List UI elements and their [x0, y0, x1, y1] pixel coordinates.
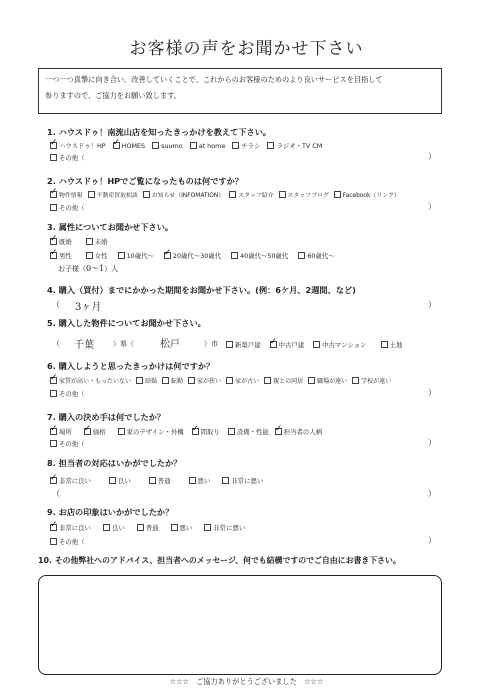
checkbox-icon[interactable]	[109, 477, 116, 484]
checkbox-icon[interactable]	[50, 524, 57, 531]
q3-children: お子様（ 0～1 ）人	[58, 264, 119, 273]
checkbox-icon[interactable]	[50, 142, 57, 149]
checkbox-icon[interactable]	[50, 154, 57, 161]
q9-options	[50, 523, 245, 532]
checkbox-icon[interactable]	[279, 191, 286, 198]
q4-title: 4. 購入（買付）までにかかった期間をお聞かせ下さい。(例：6ケ月、2週間、など)	[47, 285, 356, 295]
checkbox-icon[interactable]	[118, 428, 125, 435]
q7-option[interactable]: ✓ 価格	[84, 427, 106, 436]
q6-option[interactable]: 転勤	[162, 376, 183, 385]
q5-title: 5. 購入した物件についてお聞かせ下さい。	[47, 318, 206, 328]
children-value[interactable]: 0～1	[86, 264, 105, 273]
checkbox-icon[interactable]	[298, 252, 305, 259]
checkbox-icon[interactable]	[275, 428, 282, 435]
intro-box	[38, 68, 442, 114]
q2-title: 2. ハウスドゥ！HPでご覧になったものは何ですか？	[47, 176, 243, 186]
q8-paren-open: （	[52, 489, 60, 498]
q1-options	[50, 141, 329, 150]
q2-option[interactable]: スタッフ紹介	[229, 190, 273, 199]
checkbox-icon[interactable]	[352, 377, 359, 384]
q3-age-10s[interactable]: 10歳代～	[118, 251, 154, 260]
q9-option[interactable]: 非常に悪い	[204, 523, 245, 532]
q1-other[interactable]: その他（	[50, 153, 85, 162]
q7-title: 7. 購入の決め手は何でしたか？	[47, 412, 166, 422]
checkbox-icon[interactable]	[50, 238, 57, 245]
q6-option[interactable]: 職場が遠い	[308, 376, 347, 385]
q9-other-close: ）	[428, 536, 436, 545]
checkbox-icon[interactable]	[192, 428, 199, 435]
q9-title: 9. お店の印象はいかがでしたか？	[47, 507, 174, 517]
intro-line-2: 参りますので、ご協力をお願い致します。	[45, 91, 181, 100]
footer-thanks: ☆☆☆ ご協力ありがとうございました ☆☆☆	[169, 677, 324, 686]
checkbox-icon[interactable]	[381, 341, 388, 348]
q7-other-close: ）	[428, 438, 436, 447]
q8-option[interactable]: 普通	[149, 476, 171, 485]
checkbox-icon[interactable]	[143, 191, 150, 198]
q9-option[interactable]: 悪い	[171, 523, 193, 532]
checkbox-icon[interactable]	[50, 204, 57, 211]
checkbox-icon[interactable]	[137, 524, 144, 531]
q3-gender-age	[50, 251, 342, 260]
q6-option[interactable]: 家が狭い	[188, 376, 221, 385]
q1-option[interactable]: suumo	[152, 142, 183, 150]
q5-paren-open: （	[52, 339, 60, 348]
q10-title: 10. その他弊社へのアドバイス、担当者へのメッセージ、何でも結構ですのでご自由にお書き下さい。	[38, 556, 401, 565]
q2-other[interactable]: その他（	[50, 203, 85, 212]
checkbox-icon[interactable]	[313, 341, 320, 348]
checkbox-icon[interactable]	[204, 524, 211, 531]
q5-types	[226, 340, 409, 349]
q7-option[interactable]: 設備・性能	[228, 427, 269, 436]
q4-paren-open: （	[52, 300, 60, 309]
q4-answer[interactable]: 3ヶ月	[75, 302, 102, 313]
q2-option[interactable]: スタッフブログ	[279, 190, 329, 199]
page-title: お客様の声をお聞かせ下さい	[129, 39, 364, 59]
q1-option[interactable]: at home	[190, 142, 226, 150]
q5-type[interactable]: ✓ 中古戸建	[270, 340, 305, 349]
q6-other-close: ）	[428, 388, 436, 397]
q6-title: 6. 購入しようと思ったきっかけは何ですか？	[47, 361, 215, 371]
q3-age-60s[interactable]: 60歳代～	[298, 251, 334, 260]
q2-option[interactable]: 不動産買取相談	[88, 190, 138, 199]
checkbox-icon[interactable]	[50, 390, 57, 397]
checkbox-icon[interactable]	[270, 341, 277, 348]
q2-option[interactable]: お知らせ（INFOMATION）	[143, 190, 224, 199]
q8-options	[50, 476, 263, 485]
checkbox-icon[interactable]	[222, 477, 229, 484]
q8-paren-close: ）	[428, 489, 436, 498]
q8-title: 8. 担当者の対応はいかがでしたか？	[47, 458, 182, 468]
q8-option[interactable]: 非常に悪い	[222, 476, 263, 485]
checkbox-icon[interactable]	[229, 191, 236, 198]
checkbox-icon[interactable]	[149, 477, 156, 484]
q6-option[interactable]: 学校が遠い	[352, 376, 391, 385]
q8-option[interactable]: 良い	[109, 476, 131, 485]
q6-option[interactable]: 家が古い	[226, 376, 259, 385]
checkbox-icon[interactable]	[50, 377, 57, 384]
q5-pref-label: ）県（	[113, 340, 134, 348]
q5-type[interactable]: 土地	[381, 340, 403, 349]
q1-option[interactable]: ✓ ハウスドゥ！HP	[50, 141, 106, 150]
checkbox-icon[interactable]	[50, 477, 57, 484]
checkbox-icon[interactable]	[50, 252, 57, 259]
checkbox-icon[interactable]	[50, 538, 57, 545]
checkbox-icon[interactable]	[188, 377, 195, 384]
checkbox-icon[interactable]	[162, 377, 169, 384]
checkbox-icon[interactable]	[264, 377, 271, 384]
q4-paren-close: ）	[428, 300, 436, 309]
checkbox-icon[interactable]	[88, 191, 95, 198]
comment-box[interactable]	[38, 575, 442, 675]
checkbox-icon[interactable]	[86, 238, 93, 245]
q7-other[interactable]: その他（	[50, 439, 85, 448]
q5-city-label: ）市	[204, 340, 218, 348]
q6-other[interactable]: その他（	[50, 389, 85, 398]
intro-line-1: 一つ一つ真摯に向き合い、改善していくことで、これからのお客様のためのより良いサービスを目指して	[45, 75, 383, 84]
q1-option[interactable]: ✓ HOMES	[113, 142, 145, 150]
checkbox-icon[interactable]	[84, 428, 91, 435]
q5-prefecture[interactable]: 千葉	[74, 340, 94, 351]
checkbox-icon[interactable]	[164, 252, 171, 259]
q1-other-close: ）	[428, 152, 436, 161]
checkbox-icon[interactable]	[189, 477, 196, 484]
q7-option[interactable]: ✓ 間取り	[192, 427, 220, 436]
q5-city[interactable]: 松戸	[160, 339, 180, 350]
q3-title: 3. 属性についてお聞かせ下さい。	[47, 222, 174, 232]
q3-married[interactable]: ✓ 既婚	[50, 237, 72, 246]
q5-type[interactable]: 新築戸建	[226, 340, 261, 349]
checkbox-icon[interactable]	[118, 252, 125, 259]
checkbox-icon[interactable]	[226, 377, 233, 384]
checkbox-icon[interactable]	[113, 142, 120, 149]
q6-option[interactable]: ✓ 家賃が高い・もったいない	[50, 376, 131, 385]
q3-age-20s30s[interactable]: ✓ 20歳代～30歳代	[164, 251, 221, 260]
q2-option[interactable]: ✓ 物件情報	[50, 190, 83, 199]
checkbox-icon[interactable]	[50, 440, 57, 447]
q3-marital	[50, 237, 115, 246]
checkbox-icon[interactable]	[308, 377, 315, 384]
q7-option[interactable]: 家のデザイン・外構	[118, 427, 184, 436]
q1-option[interactable]: チラシ	[232, 141, 260, 150]
checkbox-icon[interactable]	[171, 524, 178, 531]
checkbox-icon[interactable]	[86, 252, 93, 259]
q6-option[interactable]: 親との同居	[264, 376, 303, 385]
checkbox-icon[interactable]	[152, 142, 159, 149]
checkbox-icon[interactable]	[103, 524, 110, 531]
q3-single[interactable]: 未婚	[86, 237, 108, 246]
q6-options	[50, 376, 391, 385]
q9-other[interactable]: その他（	[50, 537, 85, 546]
q7-option[interactable]: ✓ 場所	[50, 427, 72, 436]
q8-option[interactable]: ✓ 非常に良い	[50, 476, 91, 485]
q9-option[interactable]: 良い	[103, 523, 125, 532]
q2-options	[50, 190, 400, 199]
q3-female[interactable]: 女性	[86, 251, 108, 260]
q2-option[interactable]: Facebook（リンク）	[334, 190, 400, 199]
q8-option[interactable]: 悪い	[189, 476, 211, 485]
q1-option[interactable]: ラジオ・TV CM	[267, 141, 322, 150]
q1-title: 1. ハウスドゥ！南流山店を知ったきっかけを教えて下さい。	[47, 127, 272, 137]
q3-age-40s50s[interactable]: 40歳代～50歳代	[231, 251, 288, 260]
q9-option[interactable]: 普通	[137, 523, 159, 532]
q2-other-close: ）	[428, 202, 436, 211]
checkbox-icon[interactable]	[50, 428, 57, 435]
checkbox-icon[interactable]	[334, 191, 341, 198]
checkbox-icon[interactable]	[228, 428, 235, 435]
q7-options	[50, 427, 322, 436]
checkbox-icon[interactable]	[267, 142, 274, 149]
q6-option[interactable]: 結婚	[136, 376, 157, 385]
q7-option[interactable]: ✓ 担当者の人柄	[275, 427, 322, 436]
q5-type[interactable]: 中古マンション	[313, 340, 366, 349]
checkbox-icon[interactable]	[190, 142, 197, 149]
q3-male[interactable]: ✓ 男性	[50, 251, 72, 260]
q9-option[interactable]: ✓ 非常に良い	[50, 523, 91, 532]
checkbox-icon[interactable]	[50, 191, 57, 198]
checkbox-icon[interactable]	[226, 341, 233, 348]
checkbox-icon[interactable]	[136, 377, 143, 384]
checkbox-icon[interactable]	[232, 142, 239, 149]
checkbox-icon[interactable]	[231, 252, 238, 259]
